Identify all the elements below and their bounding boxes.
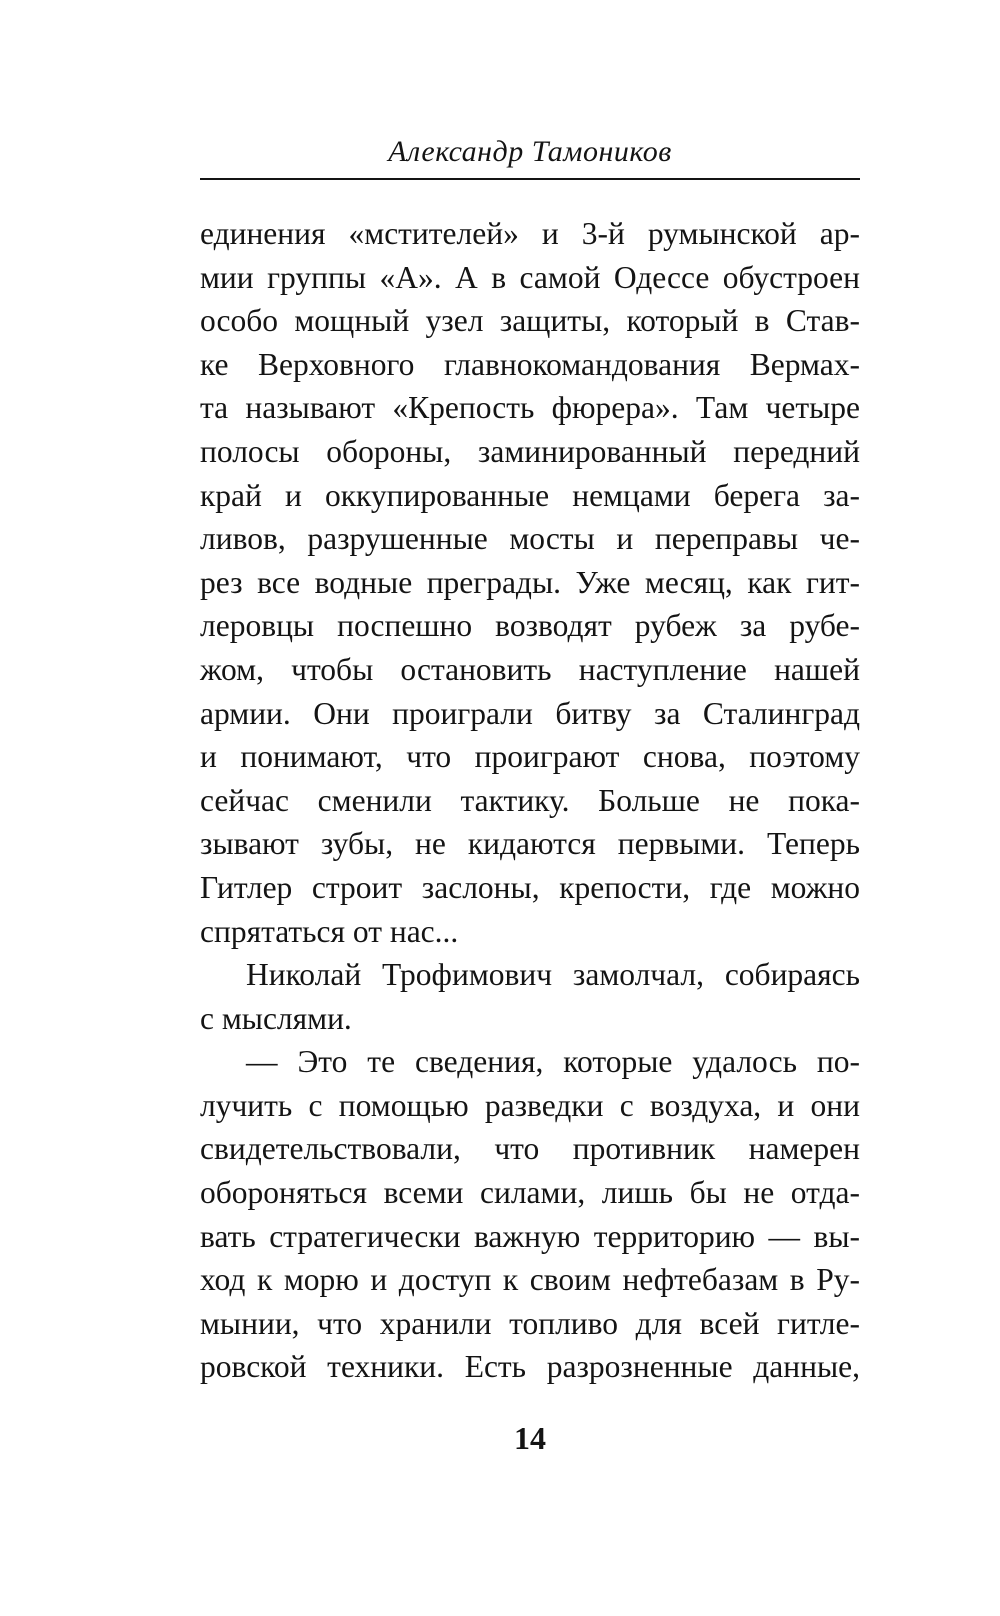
text-line: леровцы поспешно возводят рубеж за рубе- (200, 608, 860, 644)
text-line: сейчас сменили тактику. Больше не пока- (200, 782, 860, 818)
header-rule (200, 178, 860, 180)
text-line: ке Верховного главнокомандования Вермах- (200, 346, 860, 382)
text-line: ливов, разрушенные мосты и переправы че- (200, 521, 860, 557)
text-line: та называют «Крепость фюрера». Там четыре (200, 390, 860, 426)
text-line: мынии, что хранили топливо для всей гитле- (200, 1305, 860, 1341)
text-line: мии группы «А». А в самой Одессе обустроен (200, 259, 860, 295)
text-line: и понимают, что проиграют снова, поэтому (200, 739, 860, 775)
text-line: обороняться всеми силами, лишь бы не отда- (200, 1175, 860, 1211)
text-line: жом, чтобы остановить наступление нашей (200, 651, 860, 687)
text-line: вать стратегически важную территорию — вы- (200, 1218, 860, 1254)
text-line: свидетельствовали, что противник намерен (200, 1131, 860, 1167)
text-line: единения «мстителей» и 3-й румынской ар- (200, 216, 860, 251)
text-line: лучить с помощью разведки с воздуха, и они (200, 1087, 860, 1123)
text-line: край и оккупированные немцами берега за- (200, 477, 860, 513)
running-head-author: Александр Тамоников (388, 135, 672, 168)
body-text (200, 212, 860, 1389)
text-line: армии. Они проиграли битву за Сталинград (200, 695, 860, 731)
text-line: рез все водные преграды. Уже месяц, как гит- (200, 564, 860, 600)
text-line: особо мощный узел защиты, который в Став- (200, 303, 860, 339)
text-line: Гитлер строит заслоны, крепости, где можно (200, 869, 860, 905)
text-line: Николай Трофимович замолчал, собираясь (246, 957, 860, 993)
text-line: с мыслями. (200, 1000, 352, 1036)
text-line: спрятаться от нас... (200, 913, 459, 949)
text-line: — Это те сведения, которые удалось по- (246, 1044, 860, 1080)
text-line: ход к морю и доступ к своим нефтебазам в Ру- (200, 1262, 860, 1298)
page-number: 14 (514, 1420, 546, 1456)
text-line: зывают зубы, не кидаются первыми. Теперь (200, 826, 860, 862)
text-line: полосы обороны, заминированный передний (200, 433, 860, 469)
text-line: ровской техники. Есть разрозненные данные, (200, 1349, 860, 1385)
